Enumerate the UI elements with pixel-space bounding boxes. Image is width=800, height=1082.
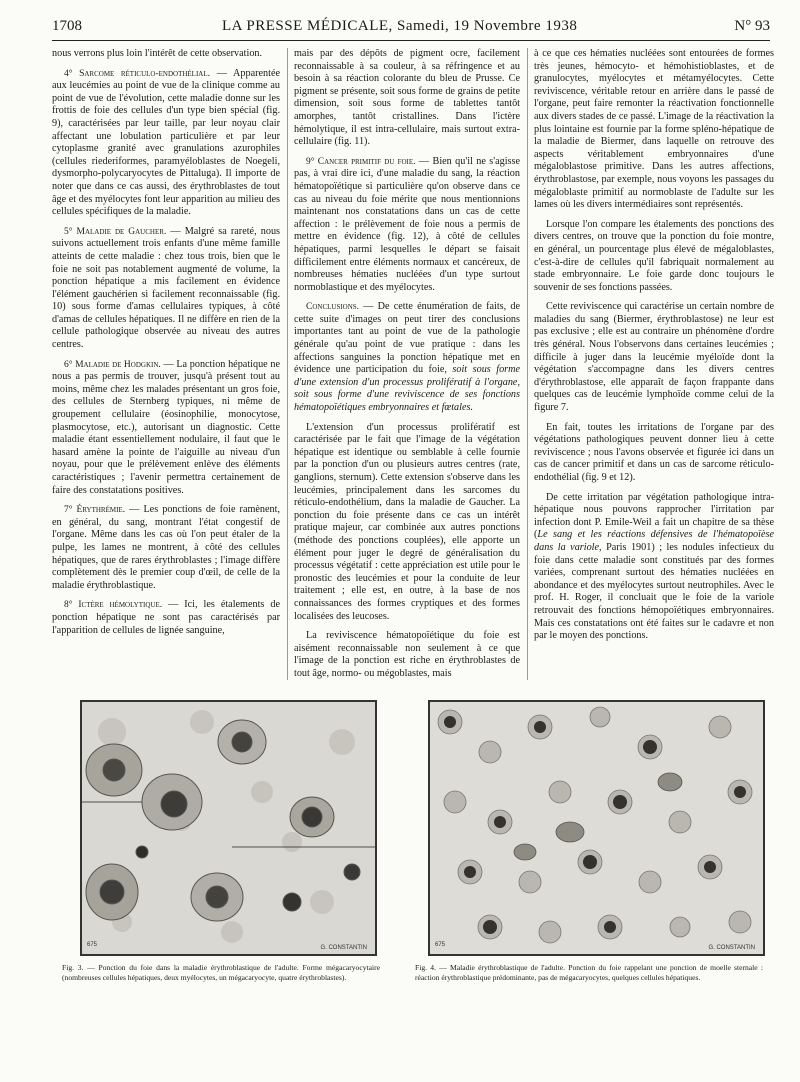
section-body: — Apparentée aux leucémies au point de vue de la clinique comme au point de vue de l'évolution, cette maladie donne sur les frottis de foie des cellules d'un type bien spécial (fig. 9), caractérisées par leur taille, par leur noyau clair affectant une lobulation particulière et par leur cytoplasme granité avec granulations azurophiles (cellules riederiformes, paramyéloblastes de Noegeli, dysmorpho-polycaryocytes de Pittaluga). Il importe de noter que dans ce cas aussi, des érythroblastes de tout âge et des myélocytes font leur apparition au milieu des cellules spécifiques de la maladie. xyxy=(52,67,280,218)
figure-4-signature: G. CONSTANTIN xyxy=(708,945,755,951)
figure-4-mark: 675 xyxy=(435,942,446,948)
page-number: 1708 xyxy=(52,18,82,34)
caption-text: — Maladie érythroblastique de l'adulte. Ponction du foie rappelant une ponction de moelle sternale : réaction érythroblastique prédominante, pas de mégacaryocytes, quelques cellules hépatiques. xyxy=(415,963,763,982)
text-column-1 xyxy=(52,48,280,680)
section-cancer xyxy=(294,156,520,295)
figure-3-illustration xyxy=(80,700,377,956)
figure-4-caption xyxy=(415,963,763,983)
paragraph: Cette reviviscence qui caractérise un certain nombre de maladies du sang (Biermer, érythroblastose) ne leur est pas exclusive ; elle est au contraire un phénomène d'ordre très général. Nous l'observons dans certaines leucémies ; difficile à juger dans la leucémie myéloïde dont la végétation s'accompagne dans les divers centres d'érythroblastose, elle apparaît de façon frappante dans quelques cas de leucémie lymphoïde comme celui de la figure 7. xyxy=(534,301,774,414)
section-gaucher xyxy=(52,226,280,352)
section-body: — Ici, les étalements de ponction hépatique ne sont pas caractérisés par l'apparition de cellules de lignée sanguine, xyxy=(52,599,280,636)
figure-4-drawing xyxy=(430,702,763,954)
text-column-3 xyxy=(527,48,774,680)
paragraph-text: , Paris 1901) ; les nodules infectieux du foie dans cette maladie sont constitués par des formes variées, comprenant surtout des hématies nucléées en abondance et des myélocytes surtout neutrophiles. Avec le prof. H. Roger, il concluait que le foie de la variole retrouvait des fonctions hémopoïétiques embryonnaires. Mais ces constatations ont été faites sur le cadavre et non par le moyen des ponctions. xyxy=(534,541,774,642)
paragraph: à ce que ces hématies nucléées sont entourées de formes très jeunes, hémocyto- et hémohistioblastes, et de granulocytes, myélocytes et métamyélocytes. Cette reviviscence, véritable retour en arrière dans le passé de l'organe, peut faire remonter la réactivation fonctionnelle aux divers stades de ce passé. L'image de la réactivation la plus lointaine est fournie par la forme spléno-hépatique de la maladie de Biermer, dans laquelle on retrouve des aspects véritablement embryonnaires d'une mégaloblastose primitive. Dans les autres affections, érythroblastose, par exemple, nous voyons les passages du mégaloblaste primitif au normoblaste de l'adulte sur les lames où les divers intermédiaires sont représentés. xyxy=(534,48,774,211)
section-hodgkin xyxy=(52,359,280,498)
section-sarcome xyxy=(52,68,280,219)
section-heading: 9° Cancer primitif du foie. xyxy=(306,156,416,167)
section-heading: 7° Érythrémie. xyxy=(64,505,126,516)
section-heading: 4° Sarcome réticulo-endothélial. xyxy=(64,68,210,79)
page-header xyxy=(52,18,770,41)
figure-3-signature: G. CONSTANTIN xyxy=(320,945,367,951)
section-heading: 8° Ictère hémolytique. xyxy=(64,600,163,611)
section-heading: 5° Maladie de Gaucher. xyxy=(64,226,167,237)
paragraph: Lorsque l'on compare les étalements des ponctions des divers centres, on trouve que la ponction du foie montre, en général, un pourcentage plus élevé de mégaloblastes, c'est-à-dire de cellules qu'il fabriquait normalement au stade embryonnaire. Le foie garde donc toujours le souvenir de ses fonctions passées. xyxy=(534,218,774,293)
paragraph: L'extension d'un processus prolifératif est caractérisée par le fait que l'image de la végétation hépatique est identique ou semblable à celle fournie par la ponction d'un ou plusieurs autres centres (rate, ganglions, sternum). Cette extension s'observe dans les leucémies, principalement dans les sarcomes du réticulo-endothélium, dans la maladie de Gaucher. La ponction du foie présente dans ce cas un intérêt pratique majeur, car combinée aux autres ponctions (méthode des ponctions couplées), elle apporte un élément pour juger le degré de généralisation du processus végétatif : cette appréciation est utile pour le pronostic des leucémies et pour la conduite de leur traitement ; elle est, en outre, à la base de nos connaissances des formes cryptiques et des formes localisées des leucoses. xyxy=(294,421,520,622)
caption-label: Fig. 4. xyxy=(415,963,436,972)
caption-label: Fig. 3. xyxy=(62,963,84,972)
figure-3-drawing xyxy=(82,702,375,954)
figure-4-illustration xyxy=(428,700,765,956)
thesis-title: Le sang et les réactions défensives de l'hématopoïèse dans la variole xyxy=(534,529,774,553)
emphasis-text: soit sous forme d'une extension d'un processus prolifératif à l'organe, soit sous forme d'une reviviscence de ses fonctions hématopoïétiques embryonnaires et fœtales. xyxy=(294,364,520,414)
section-heading: 6° Maladie de Hodgkin. xyxy=(64,359,161,370)
section-erythremie xyxy=(52,504,280,592)
issue-number: N° 93 xyxy=(734,18,770,34)
section-conclusions xyxy=(294,301,520,414)
section-body: — Malgré sa rareté, nous suivons actuellement trois enfants d'une même famille atteints de cette maladie : chez tous trois, bien que le foie ne soit pas notablement augmenté de volume, la ponction hépatique a mis facilement en évidence l'élément gauchérien si facilement reconnaissable (fig. 10) sous forme d'amas cellulaires typiques, à côté d'amas de cellules hépatiques. Il ne diffère en rien de la cellule pathologique observée au niveau des autres centres. xyxy=(52,225,280,351)
journal-title: LA PRESSE MÉDICALE, Samedi, 19 Novembre 1938 xyxy=(222,18,578,34)
figure-3-caption xyxy=(62,963,380,983)
section-body: — De cette énumération de faits, de cette suite d'images on peut tirer des conclusions importantes tant au point de vue de la pathologie générale qu'au point de vue pratique : dans les affections sanguines la ponction hépatique met en évidence une participation du foie, xyxy=(294,301,520,376)
section-ictere xyxy=(52,599,280,637)
section-heading: Conclusions. xyxy=(306,302,360,313)
paragraph xyxy=(534,492,774,643)
caption-text: — Ponction du foie dans la maladie érythroblastique de l'adulte. Forme mégacaryocytaire (nombreuses cellules hépatiques, deux myélocytes, un mégacaryocyte, quatre érythroblastes). xyxy=(62,963,380,982)
paragraph: nous verrons plus loin l'intérêt de cette observation. xyxy=(52,48,263,59)
figure-3-mark: 675 xyxy=(87,942,98,948)
paragraph-text: De cette irritation par végétation pathologique intra-hépatique nous pouvons rapprocher l'irritation par infection dont P. Emile-Weil a fait un chapitre de sa thèse ( xyxy=(534,491,774,541)
text-column-2 xyxy=(287,48,520,680)
section-body: — Bien qu'il ne s'agisse pas, à vrai dire ici, d'une maladie du sang, la réaction hématopoïétique si particulière qu'on observe dans ce cas au niveau du foie mérite que nous mentionnions maintenant nos constatations dans un cas de cette affection : le prélèvement de foie nous a permis de mettre en évidence (fig. 12), à côté de cellules hépatiques, parmi lesquelles le départ se faisait difficilement entre éléments normaux et cancéreux, de nombreuses hématies nucléées d'un type surtout normoblastique et des myélocytes. xyxy=(294,155,520,293)
paragraph: En fait, toutes les irritations de l'organe par des végétations pathologiques peuvent donner lieu à cette reviviscence ; nous l'avons observée et figurée ici dans un cas de cancer primitif et dans un cas de sarcome réticulo-endothélial (fig. 9 et 12). xyxy=(534,421,774,483)
section-body: — La ponction hépatique ne nous a pas permis de trouver, jusqu'à présent tout au moins, même chez les malades présentant un gros foie, des cellules de Sternberg typiques, ni même de groupement cellulaire (éosinophilie, monocytose, plasmocytose, etc.), autorisant un diagnostic. Cette maladie étant essentiellement nodulaire, il faut que le hasard amène la pointe de l'aiguille au niveau d'un noyau, pour que le prélèvement enlève des éléments caractéristiques ; l'avenir permettra certainement de faire des constatations positives. xyxy=(52,358,280,496)
paragraph: La reviviscence hématopoïétique du foie est aisément reconnaissable non seulement à ce que l'image de la ponction est riche en érythroblastes de tout âge, normo- ou mégoblastes, mais xyxy=(294,630,520,679)
paragraph: mais par des dépôts de pigment ocre, facilement reconnaissable à sa couleur, à sa réfringence et au besoin à sa réaction colorante du bleu de Prusse. Ce pigment se présente, soit sous forme de grains de petite dimension, soit sous forme de tablettes tantôt amorphes, tantôt cristallines. Dans l'ictère hémolytique, il est intra-cellulaire, mais surtout extra-cellulaire (fig. 11). xyxy=(294,48,520,148)
section-body: — Les ponctions de foie ramènent, en général, du sang, montrant l'état congestif de l'organe. Même dans les cas où l'on peut étaler de la pulpe, les lames ne montrent, à côté des cellules hépatiques, que de rares érythroblastes ; l'image diffère complètement dès le premier coup d'œil, de celle de la maladie érythroblastique. xyxy=(52,504,280,591)
